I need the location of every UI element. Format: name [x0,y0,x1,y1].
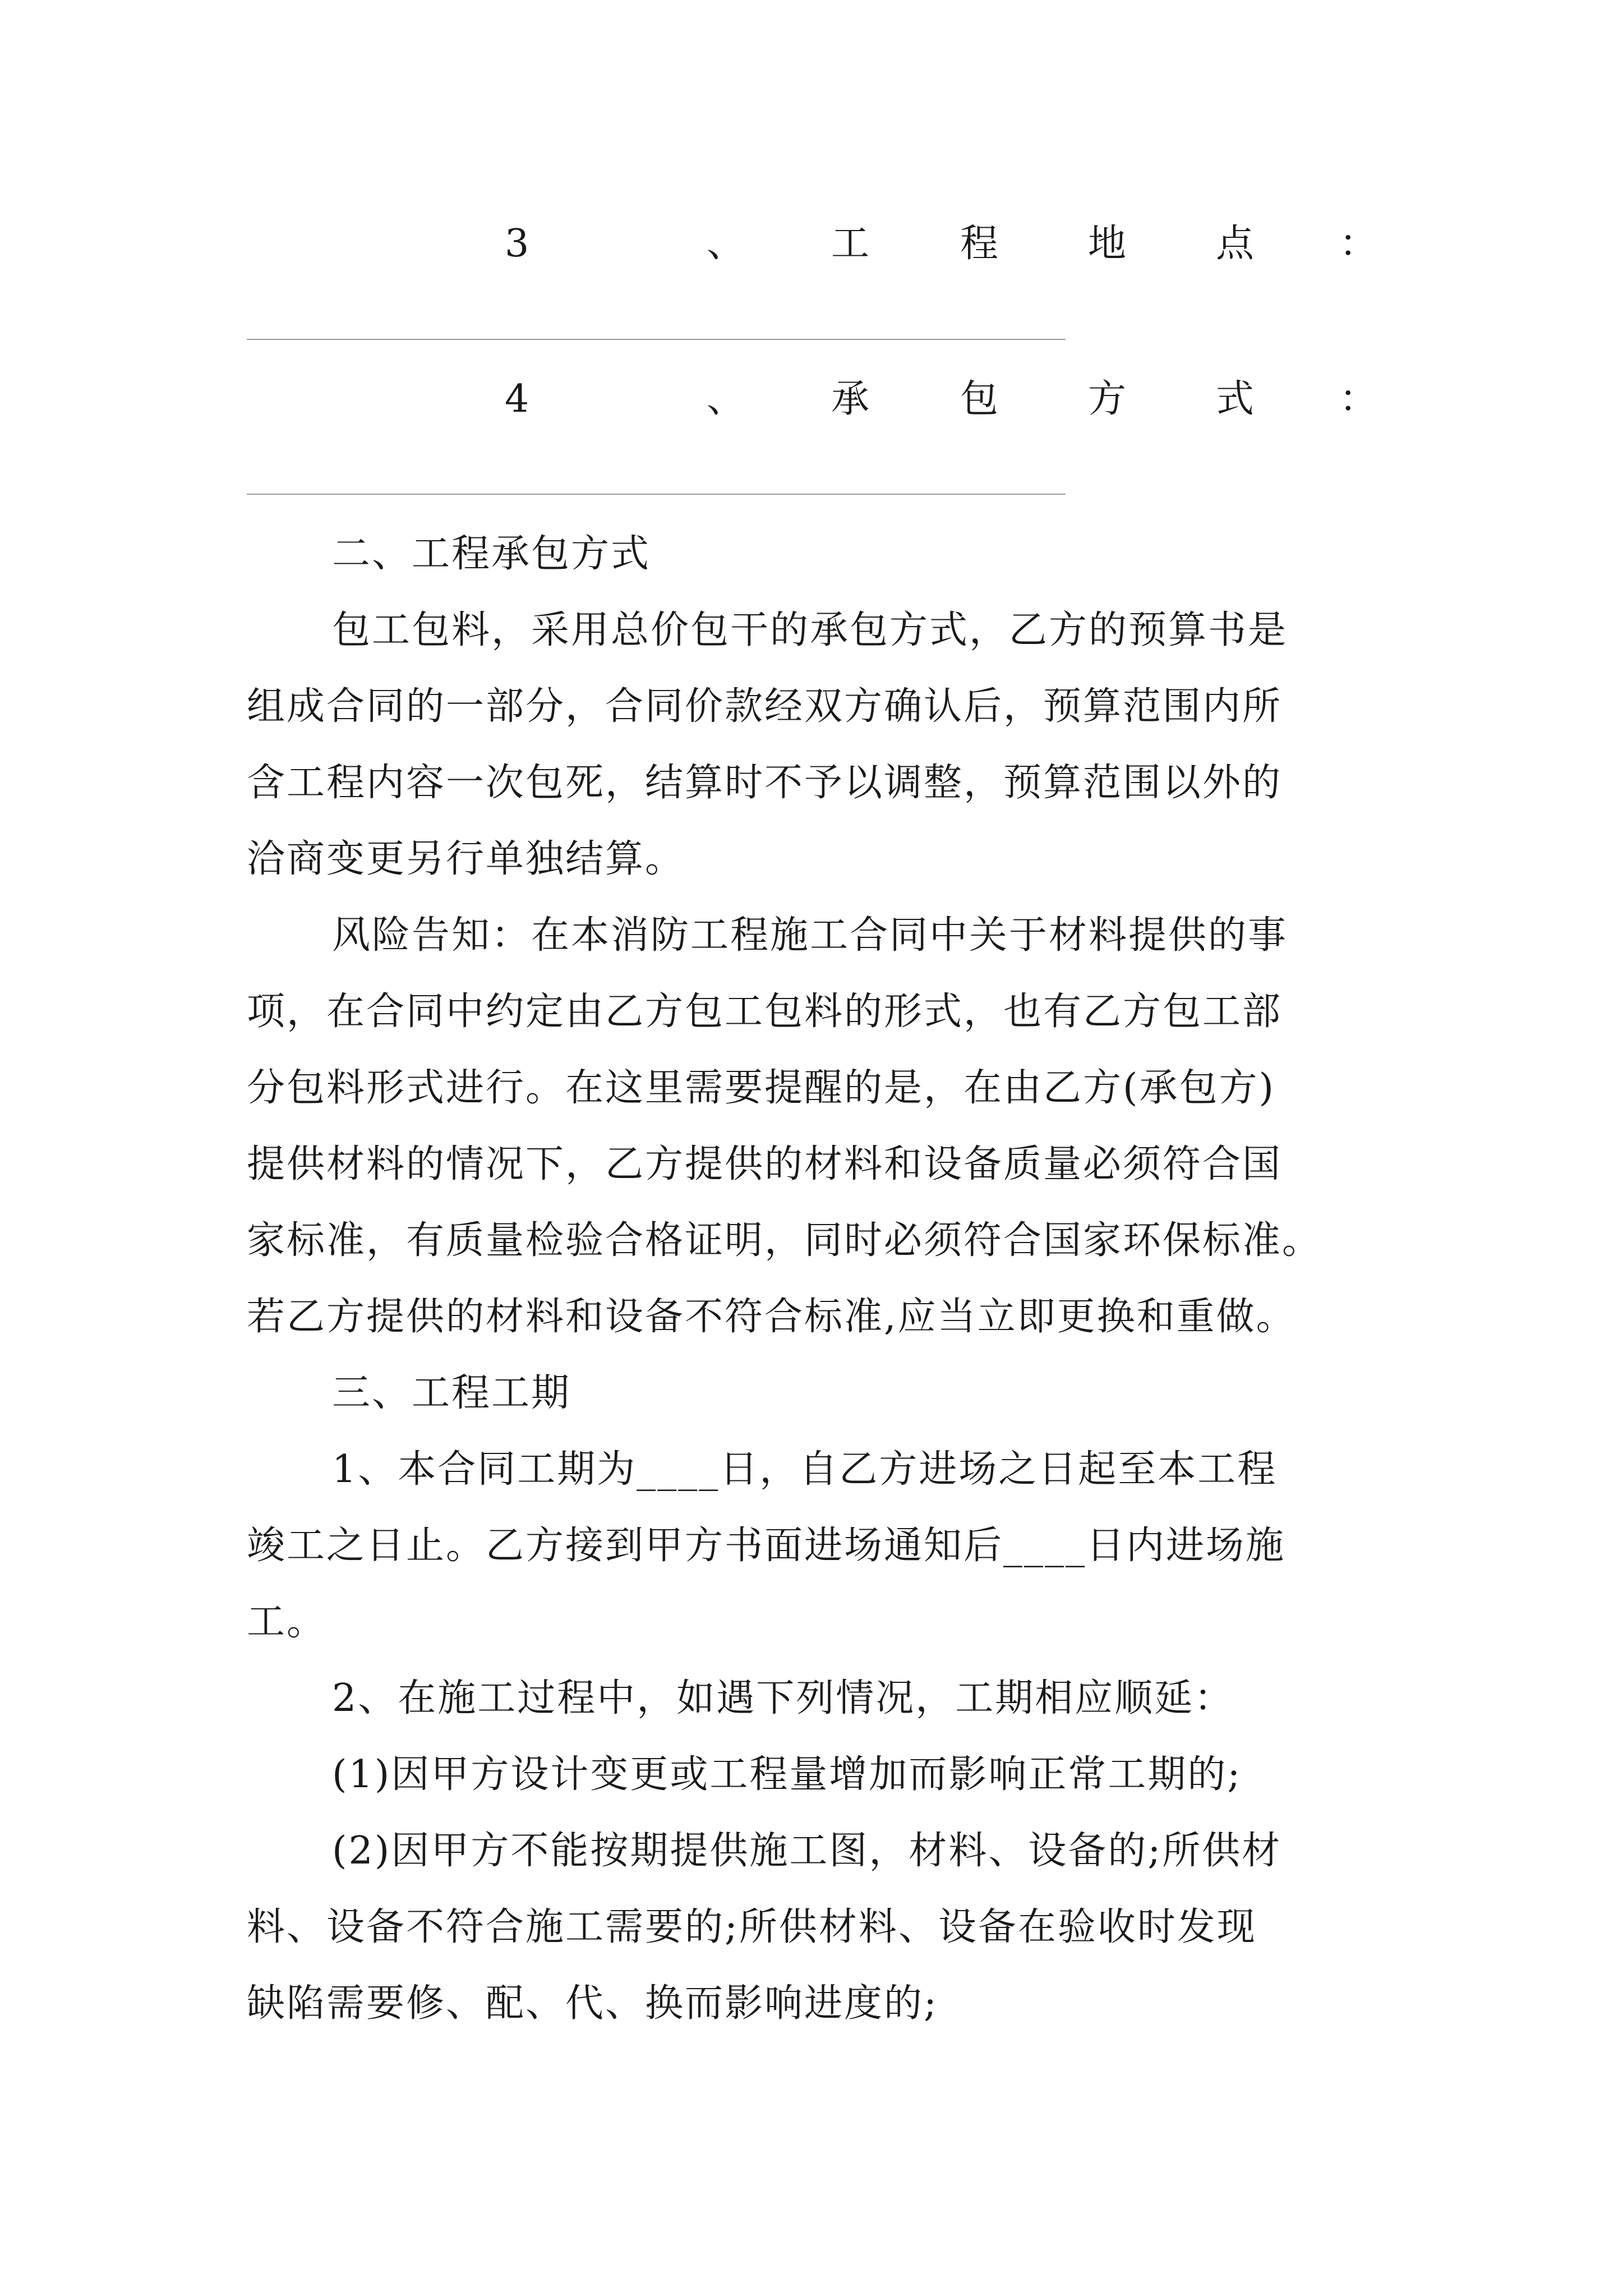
field-char: 地 [1088,222,1127,266]
paragraph-line: 1、本合同工期为____日，自乙方进场之日起至本工程 [332,1447,1278,1492]
field-char: 程 [960,222,999,266]
paragraph-line: 竣工之日止。乙方接到甲方书面进场通知后____日内进场施 [247,1524,1286,1568]
field-number: 3 [505,222,529,266]
paragraph-line: 项，在合同中约定由乙方包工包料的形式，也有乙方包工部 [247,990,1283,1034]
field-separator: 、 [707,222,745,266]
blank-underline-location [247,339,1066,340]
field-separator: 、 [707,377,745,421]
field-colon: ： [1339,222,1378,266]
paragraph-line: 包工包料，采用总价包干的承包方式，乙方的预算书是 [332,608,1288,652]
paragraph-line: 分包料形式进行。在这里需要提醒的是，在由乙方(承包方) [247,1066,1276,1110]
field-char: 方 [1088,377,1127,421]
field-colon: ： [1339,377,1378,421]
field-project-location [505,222,1380,266]
field-char: 工 [831,222,870,266]
paragraph-line: 提供材料的情况下，乙方提供的材料和设备质量必须符合国 [247,1142,1283,1186]
field-contract-mode [505,377,1380,422]
paragraph-line: 若乙方提供的材料和设备不符合标准,应当立即更换和重做。 [247,1295,1296,1339]
field-number: 4 [505,377,529,421]
paragraph-line: 工。 [247,1600,327,1644]
field-char: 包 [960,377,999,421]
field-char: 式 [1216,377,1255,421]
paragraph-line: 料、设备不符合施工需要的;所供材料、设备在验收时发现 [247,1905,1257,1949]
paragraph-line: 组成合同的一部分，合同价款经双方确认后，预算范围内所 [247,684,1283,729]
paragraph-line: 家标准，有质量检验合格证明，同时必须符合国家环保标准。 [247,1218,1322,1263]
section-heading: 二、工程承包方式 [332,532,651,576]
paragraph-line: 含工程内容一次包死，结算时不予以调整，预算范围以外的 [247,761,1283,805]
paragraph-line: (1)因甲方设计变更或工程量增加而影响正常工期的; [332,1752,1242,1797]
section-heading: 三、工程工期 [332,1371,571,1415]
paragraph-line: (2)因甲方不能按期提供施工图，材料、设备的;所供材 [332,1829,1282,1873]
paragraph-line: 缺陷需要修、配、代、换而影响进度的; [247,1981,938,2026]
field-char: 点 [1216,222,1255,266]
contract-body-text [247,516,1391,2042]
paragraph-line: 2、在施工过程中，如遇下列情况，工期相应顺延： [332,1676,1234,1720]
paragraph-line: 风险告知：在本消防工程施工合同中关于材料提供的事 [332,913,1288,958]
blank-underline-mode [247,494,1066,495]
field-char: 承 [831,377,870,421]
paragraph-line: 洽商变更另行单独结算。 [247,837,685,881]
